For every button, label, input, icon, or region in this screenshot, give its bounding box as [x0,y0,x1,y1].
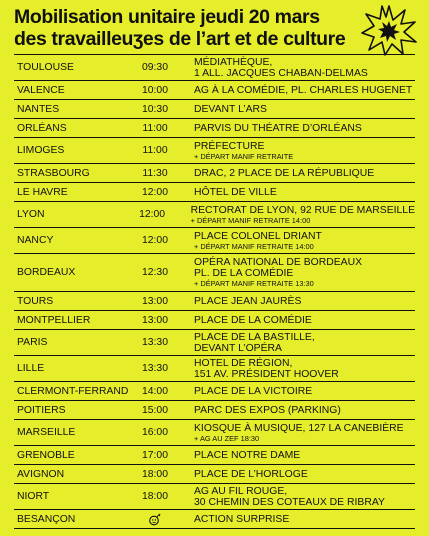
location-line: DEVANT L’ARS [194,103,267,115]
city-name: BORDEAUX [17,267,76,278]
city-name: STRASBOURG [17,167,90,179]
table-row [14,311,415,330]
location-line: HOTEL DE RÉGION, [194,357,293,369]
event-location [178,123,415,134]
event-location [178,231,415,251]
city-name: CLERMONT-FERRAND [17,385,129,397]
event-time: 17:00 [141,449,168,461]
event-location [178,257,415,288]
table-row [14,510,415,529]
location-line: PL. DE LA COMÉDIE [194,268,294,279]
event-time: 12:30 [141,267,168,278]
table-row [14,138,415,164]
location-line: PARVIS DU THÉATRE D’ORLÉANS [194,122,362,134]
event-note: + AG AU ZEF 18:30 [194,433,260,443]
location-line: PARC DES EXPOS (PARKING) [194,404,341,416]
city-name: NANCY [17,235,54,246]
city-name: LE HAVRE [17,186,68,198]
location-line: MÉDIATHÈQUE, [194,56,273,68]
location-line: 1 ALL. JACQUES CHABAN-DELMAS [194,67,368,79]
city-name: VALENCE [17,84,65,96]
event-time: 12:00 [141,186,168,198]
event-location [178,141,415,161]
city-name: LYON [17,209,45,220]
event-time: 14:00 [141,385,168,397]
location-line: DEVANT L’OPÉRA [194,342,282,354]
event-time: 13:00 [141,295,168,307]
table-row [14,254,415,292]
event-note: + DÉPART MANIF RETRAITE [194,151,294,161]
event-location [178,315,415,326]
poster-title [14,6,354,50]
event-location [178,423,415,443]
event-time: 18:00 [141,468,168,480]
table-row [14,100,415,119]
table-row [14,465,415,484]
location-line: PLACE DE LA VICTOIRE [194,385,313,397]
table-row [14,81,415,100]
table-row [14,228,415,254]
explosion-burst-icon [361,4,417,56]
table-row [14,446,415,465]
city-name: LILLE [17,363,45,374]
event-time: 11:00 [142,145,168,156]
event-location [178,486,415,508]
location-line: OPÉRA NATIONAL DE BORDEAUX [194,257,363,268]
event-location [178,469,415,480]
event-location [178,386,415,397]
city-name: LIMOGES [17,145,65,156]
city-name: BESANÇON [17,513,76,525]
table-row [14,356,415,382]
table-row [14,401,415,420]
event-time: 13:30 [141,337,168,348]
location-line: KIOSQUE À MUSIQUE, 127 LA CANEBIÈRE [194,422,404,434]
table-row [14,55,415,81]
location-line: AG À LA COMÉDIE, PL. CHARLES HUGENET [194,84,413,96]
event-time: 16:00 [141,427,168,438]
bomb-icon [132,512,178,526]
city-name: GRENOBLE [17,449,75,461]
city-name: PARIS [17,337,48,348]
location-line: PLACE COLONEL DRIANT [194,230,322,242]
city-name: ORLÉANS [17,122,67,134]
event-time: 15:00 [141,404,168,416]
event-time: 12:00 [141,235,168,246]
city-name: MONTPELLIER [17,314,91,326]
event-time: 09:30 [141,62,168,73]
title-line-1: Mobilisation unitaire jeudi 20 mars [14,6,320,28]
city-name: TOULOUSE [17,62,74,73]
event-location [178,405,415,416]
table-row [14,183,415,202]
city-name: MARSEILLE [17,427,76,438]
location-line: PRÉFECTURE [194,140,265,152]
location-line: 30 CHEMIN DES COTEAUX DE RIBRAY [194,496,385,508]
table-row [14,292,415,311]
event-location [178,168,415,179]
event-location [178,296,415,307]
event-location [175,205,415,225]
event-time: 13:30 [141,363,168,374]
event-location [178,104,415,115]
table-row [14,330,415,356]
table-row [14,484,415,510]
event-note: + DÉPART MANIF RETRAITE 14:00 [190,215,311,225]
event-location [178,85,415,96]
location-line: PLACE JEAN JAURÈS [194,295,302,307]
title-line-2: des travailleuʒes de l’art et de culture [14,28,346,50]
event-time: 12:00 [139,209,166,220]
location-line: ACTION SURPRISE [194,513,290,525]
location-line: DRAC, 2 PLACE DE LA RÉPUBLIQUE [194,167,375,179]
location-line: PLACE DE L’HORLOGE [194,468,308,480]
event-location [178,450,415,461]
event-time: 11:30 [142,167,168,179]
event-location [178,332,415,354]
city-name: TOURS [17,295,54,307]
events-table [14,54,415,529]
city-name: AVIGNON [17,468,65,480]
event-time: 11:00 [142,122,168,134]
location-line: RECTORAT DE LYON, 92 RUE DE MARSEILLE [190,204,415,216]
city-name: NANTES [17,103,60,115]
table-row [14,119,415,138]
event-location [178,358,415,380]
event-time: 10:00 [141,84,168,96]
location-line: AG AU FIL ROUGE, [194,485,288,497]
event-location [178,187,415,198]
city-name: POITIERS [17,404,66,416]
table-row [14,382,415,401]
event-time: 10:30 [141,103,168,115]
event-time: 13:00 [141,314,168,326]
location-line: PLACE NOTRE DAME [194,449,301,461]
table-row [14,164,415,183]
location-line: 151 AV. PRÉSIDENT HOOVER [194,368,339,380]
event-location [178,57,415,79]
location-line: PLACE DE LA COMÉDIE [194,314,312,326]
table-row [14,420,415,446]
table-row [14,202,415,228]
event-time: 18:00 [141,491,168,502]
event-note: + DÉPART MANIF RETRAITE 14:00 [194,241,314,251]
location-line: PLACE DE LA BASTILLE, [194,331,315,343]
city-name: NIORT [17,491,50,502]
event-note: + DÉPART MANIF RETRAITE 13:30 [194,279,314,288]
location-line: HÔTEL DE VILLE [194,186,277,198]
event-location [178,514,415,525]
